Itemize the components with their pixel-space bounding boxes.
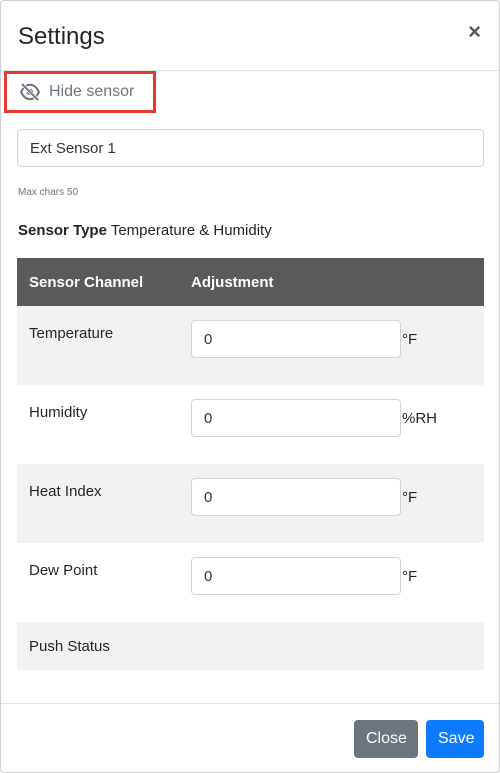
unit-label: %RH: [402, 410, 438, 427]
sensor-type: [18, 222, 272, 239]
sensor-type-label: Sensor Type: [18, 222, 107, 239]
channel-label: Dew Point: [29, 562, 98, 579]
eye-slash-icon: [19, 83, 41, 101]
unit-label: °F: [402, 568, 418, 585]
table-row: [17, 622, 484, 670]
channel-label: Temperature: [29, 325, 114, 342]
close-icon[interactable]: ×: [468, 19, 481, 44]
max-chars-hint: Max chars 50: [18, 187, 79, 198]
dew-point-adjustment-input[interactable]: [191, 557, 401, 595]
hide-sensor-label: Hide sensor: [49, 83, 135, 100]
sensor-type-value: Temperature & Humidity: [110, 222, 272, 239]
sensor-name-input[interactable]: [17, 129, 484, 167]
modal-header: [1, 1, 499, 71]
heat-index-adjustment-input[interactable]: [191, 478, 401, 516]
unit-label: °F: [402, 331, 418, 348]
header-adjustment: Adjustment: [191, 273, 274, 291]
table-row: [17, 306, 484, 385]
adjustment-table: [17, 258, 484, 670]
table-row: [17, 385, 484, 464]
hide-sensor-button[interactable]: [4, 71, 156, 113]
unit-label: °F: [402, 489, 418, 506]
close-button[interactable]: Close: [354, 720, 418, 758]
temperature-adjustment-input[interactable]: [191, 320, 401, 358]
save-button[interactable]: Save: [426, 720, 484, 758]
table-row: [17, 543, 484, 622]
table-header: [17, 258, 484, 306]
modal-footer: [1, 703, 499, 773]
modal-title: Settings: [18, 23, 105, 50]
humidity-adjustment-input[interactable]: [191, 399, 401, 437]
header-sensor-channel: Sensor Channel: [29, 273, 144, 291]
table-row: [17, 464, 484, 543]
push-status-label: Push Status: [29, 638, 110, 655]
channel-label: Heat Index: [29, 483, 102, 500]
channel-label: Humidity: [29, 404, 88, 421]
